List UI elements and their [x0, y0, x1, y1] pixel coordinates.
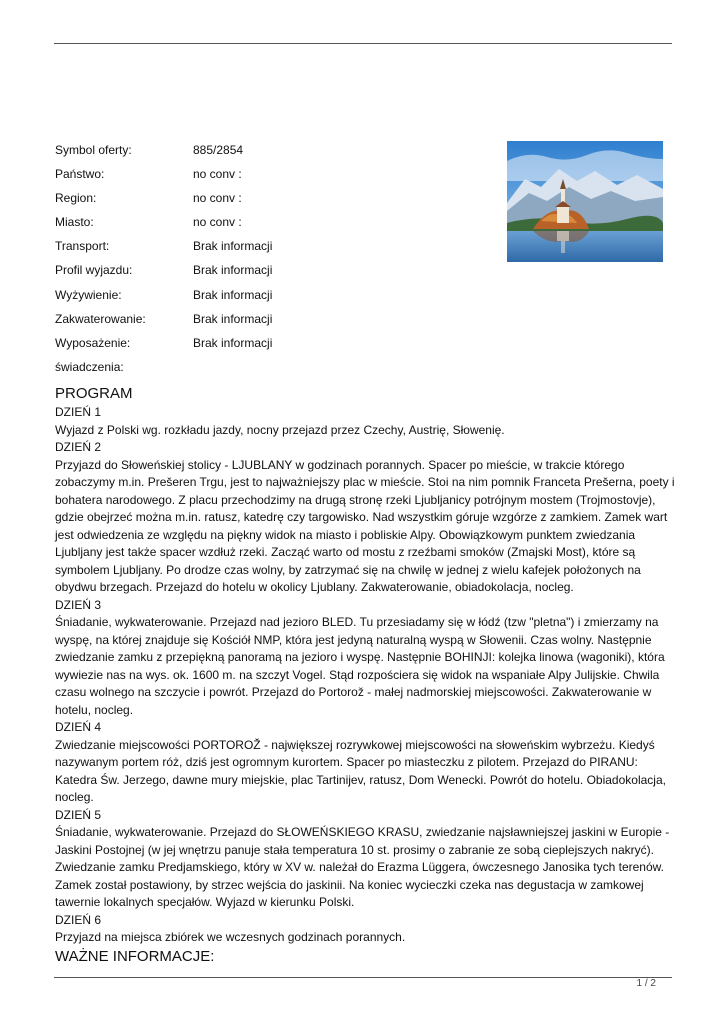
offer-value: Brak informacji [193, 336, 273, 350]
day-title: DZIEŃ 1 [55, 405, 102, 419]
offer-label: Zakwaterowanie: [55, 312, 146, 326]
day-description: Śniadanie, wykwaterowanie. Przejazd do SŁOWEŃSKIEGO KRASU, zwiedzanie najsławniejszej jaskini w Europie - Jaskini Postojnej (w jej wnętrzu panuje stała temperatura 10 st. prosimy o zabranie ze sobą cieplejszych nakryć). Zwiedzanie zamku Predjamskiego, który w XV w. należał do Erazma Lüggera, ówczesnego Janosika tych terenów. Zamek został postawiony, by strzec wejścia do jaskinii. Na koniec wycieczki czeka nas degustacja w zamkowej tawernie lokalnych specjałów. Wyjazd w kierunku Polski. [55, 825, 670, 909]
program-section [55, 384, 675, 967]
program-heading: PROGRAM [55, 385, 133, 402]
day-title: DZIEŃ 2 [55, 440, 102, 454]
offer-value: 885/2854 [193, 143, 244, 157]
offer-value: no conv : [193, 191, 242, 205]
bottom-rule [54, 977, 672, 978]
day-description: Przyjazd do Słoweńskiej stolicy - LJUBLANY w godzinach porannych. Spacer po mieście, w trakcie którego zobaczymy m.in. Prešeren Trgu, jest to najważniejszy plac w mieście. Stoi na nim pomnik Franceta Prešerna, poety i bohatera narodowego. Z placu przechodzimy na drugą stronę rzeki Ljubljanicy potrójnym mostem (Trojmostovje), gdzie obejrzeć można m.in. ratusz, katedrę czy targowisko. Nad wszystkim góruje wzgórze z zamkiem. Zamek wart jest odwiedzenia ze względu na piękny widok na miasto i pobliskie Alpy. Obowiązkowym punktem zwiedzania Ljubljany jest także spacer wzdłuż rzeki. Zacząć warto od mostu z rzeźbami smoków (Zmajski Most), które są symbolem Ljubljany. Po drodze czas wolny, by zatrzymać się na chwilę w jednej z wielu kafejek położonych na obydwu brzegach. Przejazd do hotelu w okolicy Ljublany. Zakwaterowanie, obiadokolacja, nocleg. [55, 457, 675, 594]
offer-value: Brak informacji [193, 263, 273, 277]
top-rule [54, 43, 672, 44]
lake-bled-illustration [507, 141, 663, 262]
day-title: DZIEŃ 4 [55, 720, 102, 734]
offer-label: Wyposażenie: [55, 336, 131, 350]
day-description: Wyjazd z Polski wg. rozkładu jazdy, nocny przejazd przez Czechy, Austrię, Słowenię. [55, 422, 505, 437]
offer-label: świadczenia: [55, 360, 124, 374]
offer-label: Państwo: [55, 167, 105, 181]
day-description: Śniadanie, wykwaterowanie. Przejazd nad jezioro BLED. Tu przesiadamy się w łódź (tzw "pletna") i zmierzamy na wyspę, na której znajduje się Kościół NMP, która jest jedyną naturalną wyspą w Słowenii. Czas wolny. Następnie zwiedzanie zamku z przepiękną panoramą na jezioro i wyspę. Następnie BOHINJI: kolejka linowa (wagoniki), która wywiezie nas na wys. ok. 1600 m. na szczyt Vogel. Stąd rozpościera się widok na wspaniałe Alpy Julijskie. Chwila czasu wolnego na szczycie i powrót. Przejazd do Portorož - małej nadmorskiej miejscowości. Zakwaterowanie w hotelu, nocleg. [55, 615, 665, 717]
page-number: 1 / 2 [636, 978, 656, 989]
offer-label: Miasto: [55, 215, 94, 229]
offer-label: Wyżywienie: [55, 288, 122, 302]
offer-label: Profil wyjazdu: [55, 263, 133, 277]
day-description: Przyjazd na miejsca zbiórek we wczesnych godzinach porannych. [55, 930, 406, 944]
offer-label: Region: [55, 191, 97, 205]
offer-value: Brak informacji [193, 312, 273, 326]
offer-value: no conv : [193, 215, 242, 229]
day-description: Zwiedzanie miejscowości PORTOROŽ - największej rozrywkowej miejscowości na słoweńskim wybrzeżu. Kiedyś nazywanym portem róż, dziś jest ogromnym kurortem. Spacer po miasteczku z pilotem. Przejazd do PIRANU: Katedra Św. Jerzego, dawne mury miejskie, plac Tartinijev, ratusz, Dom Wenecki. Powrót do hotelu. Obiadokolacja, nocleg. [55, 737, 666, 804]
offer-value: Brak informacji [193, 288, 273, 302]
day-title: DZIEŃ 5 [55, 807, 102, 822]
offer-label: Transport: [55, 239, 110, 253]
day-title: DZIEŃ 6 [55, 912, 102, 927]
offer-value: Brak informacji [193, 239, 273, 253]
day-title: DZIEŃ 3 [55, 597, 102, 612]
offer-label: Symbol oferty: [55, 143, 132, 157]
offer-value: no conv : [193, 167, 242, 181]
lake-bled-photo [507, 141, 663, 262]
important-info-heading: WAŻNE INFORMACJE: [55, 947, 215, 965]
